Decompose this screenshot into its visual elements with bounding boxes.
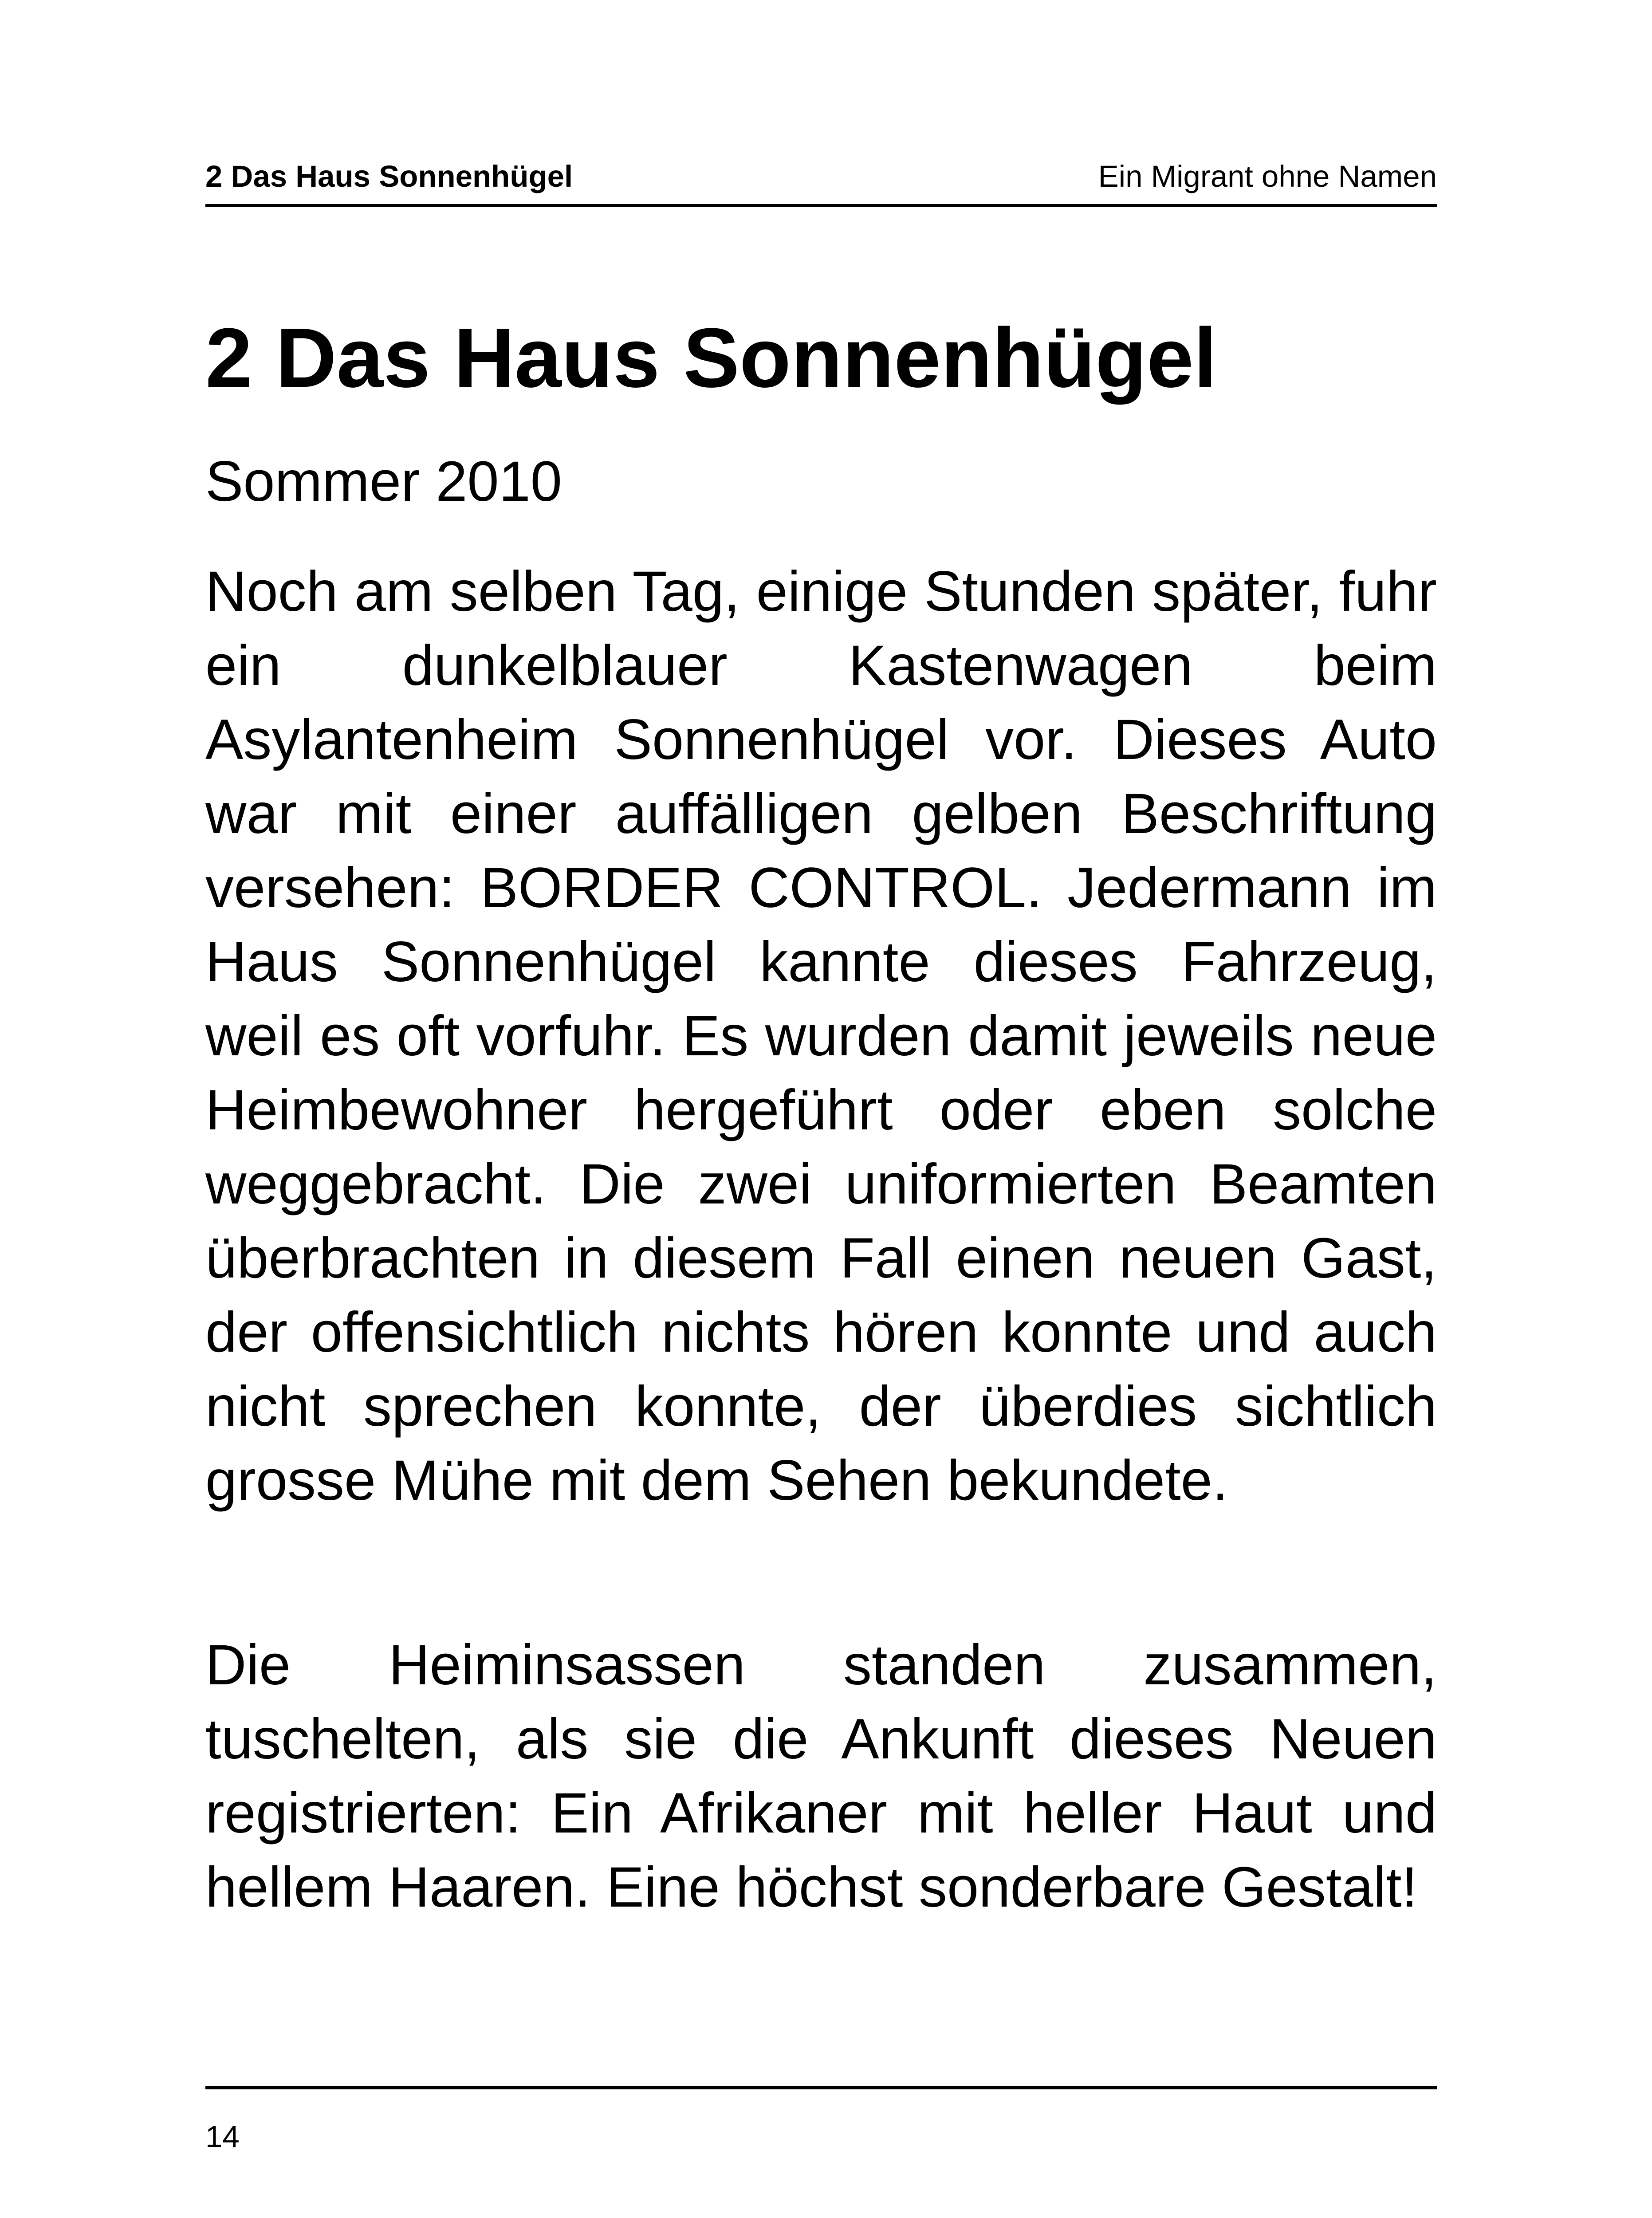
header-chapter-title: 2 Das Haus Sonnenhügel [205, 159, 573, 193]
body-paragraph-2: Die Heiminsassen standen zusammen, tuschelten, als sie die Ankunft dieses Neuen registrierten: Ein Afrikaner mit heller Haut und hellem Haaren. Eine höchst sonderbare Gestalt! [205, 1633, 1437, 1919]
body-paragraph-1: Noch am selben Tag, einige Stunden später, fuhr ein dunkelblauer Kastenwagen beim Asylantenheim Sonnenhügel vor. Dieses Auto war mit einer auffälligen gelben Beschriftung versehen: BORDER CONTROL. Jedermann im Haus Sonnenhügel kannte dieses Fahrzeug, weil es oft vorfuhr. Es wurden damit jeweils neue Heimbewohner hergeführt oder eben solche weggebracht. Die zwei uniformierten Beamten überbrachten in diesem Fall einen neuen Gast, der offensichtlich nichts hören konnte und auch nicht sprechen konnte, der überdies sichtlich grosse Mühe mit dem Sehen bekundete. [205, 560, 1437, 1512]
chapter-date-line: Sommer 2010 [205, 450, 562, 513]
chapter-title: 2 Das Haus Sonnenhügel [205, 311, 1217, 405]
running-header [205, 151, 1437, 207]
page-number: 14 [205, 2120, 240, 2154]
footer-divider [205, 2086, 1437, 2089]
header-book-title: Ein Migrant ohne Namen [1098, 159, 1437, 193]
